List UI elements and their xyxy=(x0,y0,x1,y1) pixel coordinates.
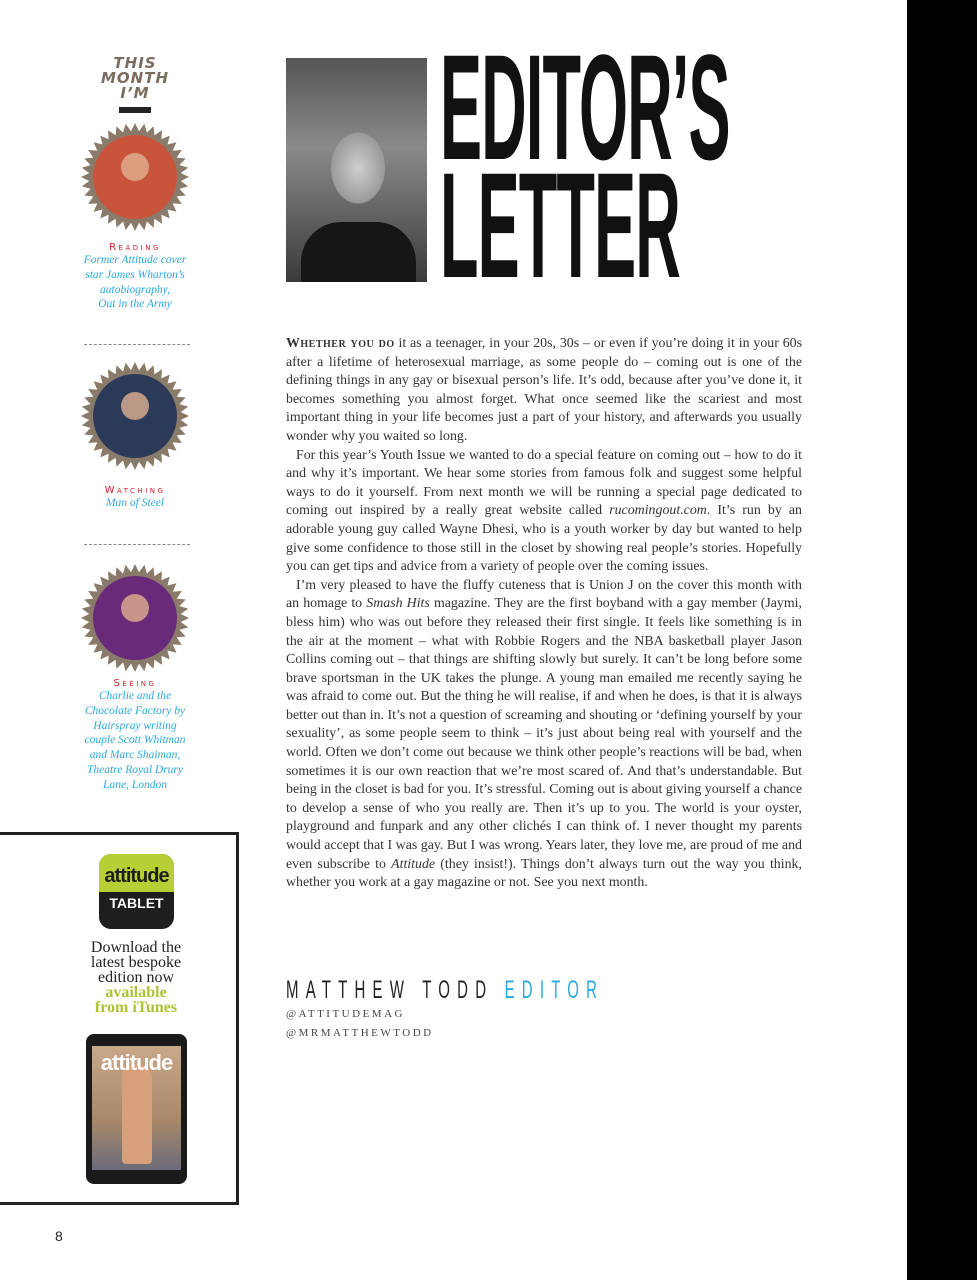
promo-line: latest bespoke xyxy=(90,954,182,971)
title-line: LETTER xyxy=(440,141,680,309)
editor-portrait xyxy=(286,58,427,282)
text: it as a teenager, in your 20s, 30s – or even if you’re doing it in your 60s after a lifetime of heterosexual marriage, as some people do – coming out is one of the defining things in any gay or bisexual person’s life. It’s odd, because after you’ve done it, it becomes something you almost forget. What once seemed like the scariest and most important thing in your life becomes just a part of your history, and afterwards you usually wonder why you waited so long. xyxy=(286,336,802,444)
divider xyxy=(84,344,190,345)
promo-text xyxy=(70,940,202,1015)
magazine-name: Smash Hits xyxy=(366,596,430,612)
seeing-caption xyxy=(60,678,210,793)
reading-image xyxy=(80,122,190,232)
desc-line: couple Scott Whitman xyxy=(84,734,186,747)
desc-line: Out in the Army xyxy=(98,298,172,311)
portrait-body xyxy=(301,222,416,282)
text: . It’s run by an adorable young guy called Wayne Dhesi, who is a youth worker by day but wanted to help give some confidence to those still in the closet by showing real people’s stories. Hopefully you can get tips and advice from a variety of people over the coming issues. xyxy=(286,503,802,575)
caption-desc xyxy=(60,689,210,793)
caption-label: Seeing xyxy=(113,678,157,689)
heading-line: THIS xyxy=(113,54,157,72)
promo-highlight: from iTunes xyxy=(94,999,178,1016)
magazine-name: Attitude xyxy=(391,856,436,872)
promo-highlight: available xyxy=(105,984,167,1001)
promo-line: edition now xyxy=(98,969,174,986)
caption-desc xyxy=(60,496,210,511)
desc-line: star James Wharton’s xyxy=(85,268,185,281)
paragraph xyxy=(286,577,802,893)
desc-line: Man of Steel xyxy=(105,497,165,509)
desc-line: Chocolate Factory by xyxy=(84,704,186,717)
text: (they insist!). Things don’t always turn out the way you think, whether you work at a gay magazine or not. See you next month. xyxy=(286,856,802,891)
paragraph xyxy=(286,447,802,577)
text: For this year’s Youth Issue we wanted to do a special feature on coming out – how to do it and why it’s important. We hear some stories from famous folk and suggest some helpful ways to do it yourself. From next month we will be running a special page dedicated to coming out inspired by a really great website called xyxy=(286,447,802,519)
tablet-image xyxy=(86,1034,187,1184)
promo-line: Download the xyxy=(90,939,182,956)
desc-line: Theatre Royal Drury xyxy=(86,763,184,776)
reading-caption xyxy=(60,242,210,312)
app-name: attitude xyxy=(99,854,174,892)
text: magazine. They are the first boyband with a gay member (Jaymi, bless him) who was out before they released their first single. It feels like something is in the air at the moment – what with Robbie Rogers and the NBA basketball player Jason Collins coming out – that things are shifting slowly but surely. It can’t be long before some brave sportsman in the UK takes the plunge. A young man emailed me recently saying he was afraid to come out. But the thing he will realise, if and when he does, is that it is always better out than in. It’s not a question of screaming and shouting or ‘defining yourself by your sexuality’, as some people seem to think – it’s just about being real with yourself and the world. Often we don’t come out because we think other people’s reactions will be bad, when sometimes it is our own reaction that we’re most scared of. And that’s understandable. But being in the closet is bad for you. It’s stressful. Coming out is about giving yourself a chance to develop a sense of who you really are. Then it’s up to you. The world is your oyster, playground and funpark and any other clichés I can think of. I never thought my parents would accept that I was gay. But I was wrong. Years later, they love me, are proud of me and even subscribe to xyxy=(286,596,803,872)
page-edge-bar xyxy=(907,0,977,1280)
app-sub: TABLET xyxy=(109,895,164,911)
caption-label: Watching xyxy=(104,485,166,496)
page-title xyxy=(440,23,730,309)
heading-line: I’M xyxy=(120,84,150,102)
starburst-frame xyxy=(80,122,190,232)
editor-name: MATTHEW TODD xyxy=(286,976,494,1004)
tablet-screen xyxy=(92,1046,181,1170)
heading-underline xyxy=(119,107,151,113)
seeing-image xyxy=(80,563,190,673)
title-line: EDITOR’S xyxy=(440,23,730,191)
divider xyxy=(84,544,190,545)
signature xyxy=(286,976,604,1005)
cover-masthead: attitude xyxy=(100,1050,173,1075)
text: I’m very pleased to have the fluffy cuteness that is Union J on the cover this month with an homage to xyxy=(286,577,802,612)
heading-line: MONTH xyxy=(100,69,170,87)
watching-caption xyxy=(60,485,210,511)
desc-line: Lane, London xyxy=(103,778,167,791)
lead-in: Whether you do xyxy=(286,336,395,351)
caption-label: Reading xyxy=(109,242,161,253)
watching-image xyxy=(80,361,190,471)
starburst-frame xyxy=(80,361,190,471)
website-name: rucomingout.com xyxy=(609,503,707,519)
desc-line: autobiography, xyxy=(100,283,170,296)
caption-desc xyxy=(60,253,210,312)
twitter-handle[interactable]: @ATTITUDEMAG xyxy=(286,1008,405,1020)
attitude-tablet-app-icon[interactable] xyxy=(99,854,174,929)
desc-line: Former Attitude cover xyxy=(83,254,187,266)
desc-line: and Marc Shaiman, xyxy=(89,749,181,762)
desc-line: Hairspray writing xyxy=(93,719,177,732)
desc-line: Charlie and the xyxy=(98,690,172,702)
cover-model xyxy=(122,1064,152,1164)
this-month-heading xyxy=(85,56,185,101)
editor-role: EDITOR xyxy=(504,976,605,1004)
paragraph xyxy=(286,335,802,447)
article-body xyxy=(286,335,802,893)
page-number: 8 xyxy=(55,1228,63,1244)
starburst-frame xyxy=(80,563,190,673)
twitter-handle[interactable]: @MRMATTHEWTODD xyxy=(286,1027,434,1039)
